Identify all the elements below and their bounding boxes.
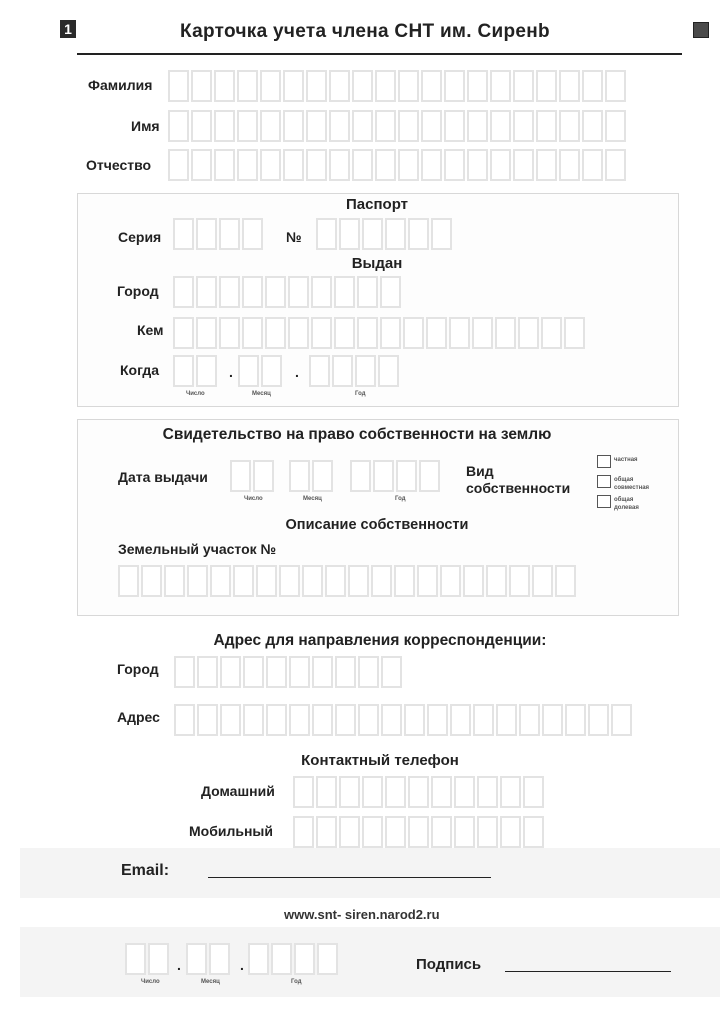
passport-number-field[interactable] bbox=[316, 218, 452, 250]
passport-series-field[interactable] bbox=[173, 218, 263, 250]
char-cell[interactable] bbox=[378, 355, 399, 387]
char-cell[interactable] bbox=[467, 70, 488, 102]
date-separator-dot: . bbox=[240, 957, 244, 973]
char-cell[interactable] bbox=[362, 816, 383, 848]
char-cell[interactable] bbox=[357, 276, 378, 308]
char-cell[interactable] bbox=[431, 816, 452, 848]
char-cell[interactable] bbox=[355, 355, 376, 387]
char-cell[interactable] bbox=[293, 816, 314, 848]
patronymic-label: Отчество bbox=[86, 157, 152, 173]
char-cell[interactable] bbox=[209, 943, 230, 975]
page-title: Карточка учета члена СНТ им. Сиренb bbox=[180, 21, 550, 42]
char-cell[interactable] bbox=[421, 149, 442, 181]
char-cell[interactable] bbox=[421, 70, 442, 102]
char-cell[interactable] bbox=[385, 816, 406, 848]
char-cell[interactable] bbox=[358, 704, 379, 736]
char-cell[interactable] bbox=[168, 110, 189, 142]
char-cell[interactable] bbox=[523, 816, 544, 848]
char-cell[interactable] bbox=[559, 110, 580, 142]
char-cell[interactable] bbox=[362, 776, 383, 808]
char-cell[interactable] bbox=[334, 276, 355, 308]
char-cell[interactable] bbox=[316, 218, 337, 250]
char-cell[interactable] bbox=[381, 656, 402, 688]
home-phone-field[interactable] bbox=[293, 776, 544, 808]
ownership-shared-label: общая долевая bbox=[614, 497, 639, 511]
char-cell[interactable] bbox=[419, 460, 440, 492]
char-cell[interactable] bbox=[311, 276, 332, 308]
patronymic-field[interactable] bbox=[168, 149, 626, 181]
month-caption: Месяц bbox=[252, 391, 271, 397]
ownership-joint-label: общая совместная bbox=[614, 477, 650, 491]
char-cell[interactable] bbox=[334, 317, 355, 349]
address-field[interactable] bbox=[174, 704, 632, 736]
description-title: Описание собственности bbox=[285, 517, 469, 533]
char-cell[interactable] bbox=[260, 110, 281, 142]
char-cell[interactable] bbox=[605, 70, 626, 102]
char-cell[interactable] bbox=[173, 355, 194, 387]
email-label: Email: bbox=[121, 862, 170, 879]
char-cell[interactable] bbox=[191, 70, 212, 102]
char-cell[interactable] bbox=[230, 460, 251, 492]
ownership-private-checkbox[interactable] bbox=[597, 455, 611, 468]
char-cell[interactable] bbox=[352, 70, 373, 102]
char-cell[interactable] bbox=[431, 218, 452, 250]
char-cell[interactable] bbox=[196, 355, 217, 387]
char-cell[interactable] bbox=[523, 776, 544, 808]
char-cell[interactable] bbox=[219, 218, 240, 250]
char-cell[interactable] bbox=[588, 704, 609, 736]
char-cell[interactable] bbox=[582, 70, 603, 102]
char-cell[interactable] bbox=[243, 656, 264, 688]
char-cell[interactable] bbox=[293, 776, 314, 808]
char-cell[interactable] bbox=[237, 70, 258, 102]
char-cell[interactable] bbox=[214, 149, 235, 181]
certificate-month-field[interactable] bbox=[289, 460, 333, 492]
char-cell[interactable] bbox=[294, 943, 315, 975]
char-cell[interactable] bbox=[316, 816, 337, 848]
plot-number-label: Земельный участок № bbox=[118, 541, 277, 557]
char-cell[interactable] bbox=[187, 565, 208, 597]
char-cell[interactable] bbox=[191, 110, 212, 142]
char-cell[interactable] bbox=[532, 565, 553, 597]
char-cell[interactable] bbox=[555, 565, 576, 597]
passport-year-field[interactable] bbox=[309, 355, 399, 387]
ownership-shared-checkbox[interactable] bbox=[597, 495, 611, 508]
char-cell[interactable] bbox=[283, 149, 304, 181]
char-cell[interactable] bbox=[385, 218, 406, 250]
char-cell[interactable] bbox=[260, 149, 281, 181]
char-cell[interactable] bbox=[421, 110, 442, 142]
year-caption: Год bbox=[355, 391, 366, 397]
char-cell[interactable] bbox=[219, 276, 240, 308]
char-cell[interactable] bbox=[253, 460, 274, 492]
char-cell[interactable] bbox=[237, 110, 258, 142]
ownership-joint-checkbox[interactable] bbox=[597, 475, 611, 488]
char-cell[interactable] bbox=[279, 565, 300, 597]
registration-mark-top-right bbox=[693, 22, 709, 38]
passport-number-label: № bbox=[286, 229, 302, 245]
surname-field[interactable] bbox=[168, 70, 626, 102]
char-cell[interactable] bbox=[168, 70, 189, 102]
char-cell[interactable] bbox=[611, 704, 632, 736]
char-cell[interactable] bbox=[417, 565, 438, 597]
char-cell[interactable] bbox=[283, 70, 304, 102]
char-cell[interactable] bbox=[312, 460, 333, 492]
char-cell[interactable] bbox=[358, 656, 379, 688]
address-city-field[interactable] bbox=[174, 656, 402, 688]
char-cell[interactable] bbox=[426, 317, 447, 349]
char-cell[interactable] bbox=[317, 943, 338, 975]
char-cell[interactable] bbox=[118, 565, 139, 597]
char-cell[interactable] bbox=[306, 149, 327, 181]
day-caption: Число bbox=[244, 496, 263, 502]
char-cell[interactable] bbox=[242, 218, 263, 250]
month-caption: Месяц bbox=[303, 496, 322, 502]
char-cell[interactable] bbox=[408, 816, 429, 848]
char-cell[interactable] bbox=[289, 460, 310, 492]
char-cell[interactable] bbox=[513, 70, 534, 102]
char-cell[interactable] bbox=[260, 70, 281, 102]
char-cell[interactable] bbox=[289, 656, 310, 688]
char-cell[interactable] bbox=[312, 656, 333, 688]
char-cell[interactable] bbox=[408, 776, 429, 808]
char-cell[interactable] bbox=[500, 776, 521, 808]
char-cell[interactable] bbox=[536, 110, 557, 142]
passport-issuer-label: Кем bbox=[137, 322, 164, 338]
char-cell[interactable] bbox=[339, 776, 360, 808]
char-cell[interactable] bbox=[440, 565, 461, 597]
char-cell[interactable] bbox=[214, 70, 235, 102]
char-cell[interactable] bbox=[582, 110, 603, 142]
day-caption: Число bbox=[186, 391, 205, 397]
char-cell[interactable] bbox=[380, 317, 401, 349]
char-cell[interactable] bbox=[362, 218, 383, 250]
char-cell[interactable] bbox=[490, 149, 511, 181]
char-cell[interactable] bbox=[380, 276, 401, 308]
char-cell[interactable] bbox=[289, 704, 310, 736]
char-cell[interactable] bbox=[242, 276, 263, 308]
month-caption: Месяц bbox=[201, 979, 220, 985]
char-cell[interactable] bbox=[518, 317, 539, 349]
char-cell[interactable] bbox=[371, 565, 392, 597]
char-cell[interactable] bbox=[237, 149, 258, 181]
char-cell[interactable] bbox=[444, 70, 465, 102]
char-cell[interactable] bbox=[141, 565, 162, 597]
ownership-private-label: частная bbox=[614, 457, 638, 463]
char-cell[interactable] bbox=[477, 816, 498, 848]
char-cell[interactable] bbox=[309, 355, 330, 387]
char-cell[interactable] bbox=[256, 565, 277, 597]
char-cell[interactable] bbox=[467, 149, 488, 181]
char-cell[interactable] bbox=[233, 565, 254, 597]
char-cell[interactable] bbox=[536, 149, 557, 181]
passport-series-label: Серия bbox=[118, 229, 162, 245]
char-cell[interactable] bbox=[311, 317, 332, 349]
char-cell[interactable] bbox=[125, 943, 146, 975]
char-cell[interactable] bbox=[490, 70, 511, 102]
ownership-label-line1: Вид bbox=[466, 463, 494, 479]
passport-day-field[interactable] bbox=[173, 355, 217, 387]
char-cell[interactable] bbox=[265, 317, 286, 349]
year-caption: Год bbox=[291, 979, 302, 985]
char-cell[interactable] bbox=[564, 317, 585, 349]
char-cell[interactable] bbox=[302, 565, 323, 597]
char-cell[interactable] bbox=[266, 704, 287, 736]
day-caption: Число bbox=[141, 979, 160, 985]
char-cell[interactable] bbox=[444, 110, 465, 142]
char-cell[interactable] bbox=[238, 355, 259, 387]
char-cell[interactable] bbox=[329, 110, 350, 142]
passport-date-label: Когда bbox=[120, 362, 160, 378]
mobile-phone-label: Мобильный bbox=[189, 823, 273, 839]
char-cell[interactable] bbox=[473, 704, 494, 736]
char-cell[interactable] bbox=[513, 149, 534, 181]
signature-line[interactable] bbox=[505, 971, 671, 972]
char-cell[interactable] bbox=[335, 656, 356, 688]
char-cell[interactable] bbox=[283, 110, 304, 142]
char-cell[interactable] bbox=[196, 317, 217, 349]
char-cell[interactable] bbox=[398, 149, 419, 181]
char-cell[interactable] bbox=[266, 656, 287, 688]
char-cell[interactable] bbox=[477, 776, 498, 808]
char-cell[interactable] bbox=[605, 149, 626, 181]
char-cell[interactable] bbox=[403, 317, 424, 349]
char-cell[interactable] bbox=[559, 70, 580, 102]
char-cell[interactable] bbox=[316, 776, 337, 808]
char-cell[interactable] bbox=[454, 816, 475, 848]
char-cell[interactable] bbox=[496, 704, 517, 736]
signature-year-field[interactable] bbox=[248, 943, 338, 975]
char-cell[interactable] bbox=[312, 704, 333, 736]
char-cell[interactable] bbox=[220, 704, 241, 736]
signature-month-field[interactable] bbox=[186, 943, 230, 975]
char-cell[interactable] bbox=[174, 656, 195, 688]
char-cell[interactable] bbox=[196, 218, 217, 250]
char-cell[interactable] bbox=[329, 70, 350, 102]
title-rule bbox=[77, 53, 682, 55]
char-cell[interactable] bbox=[467, 110, 488, 142]
char-cell[interactable] bbox=[463, 565, 484, 597]
char-cell[interactable] bbox=[495, 317, 516, 349]
name-label: Имя bbox=[131, 118, 160, 134]
char-cell[interactable] bbox=[357, 317, 378, 349]
char-cell[interactable] bbox=[500, 816, 521, 848]
char-cell[interactable] bbox=[164, 565, 185, 597]
char-cell[interactable] bbox=[350, 460, 371, 492]
char-cell[interactable] bbox=[219, 317, 240, 349]
char-cell[interactable] bbox=[404, 704, 425, 736]
char-cell[interactable] bbox=[288, 276, 309, 308]
char-cell[interactable] bbox=[196, 276, 217, 308]
date-separator-dot: . bbox=[177, 957, 181, 973]
char-cell[interactable] bbox=[444, 149, 465, 181]
char-cell[interactable] bbox=[173, 317, 194, 349]
certificate-title: Свидетельство на право собственности на землю bbox=[162, 426, 552, 443]
char-cell[interactable] bbox=[375, 70, 396, 102]
char-cell[interactable] bbox=[186, 943, 207, 975]
char-cell[interactable] bbox=[248, 943, 269, 975]
char-cell[interactable] bbox=[173, 276, 194, 308]
surname-label: Фамилия bbox=[88, 77, 153, 93]
issue-date-label: Дата выдачи bbox=[118, 469, 208, 485]
address-label: Адрес bbox=[117, 709, 160, 725]
char-cell[interactable] bbox=[394, 565, 415, 597]
char-cell[interactable] bbox=[220, 656, 241, 688]
char-cell[interactable] bbox=[214, 110, 235, 142]
char-cell[interactable] bbox=[396, 460, 417, 492]
char-cell[interactable] bbox=[398, 110, 419, 142]
char-cell[interactable] bbox=[450, 704, 471, 736]
char-cell[interactable] bbox=[536, 70, 557, 102]
char-cell[interactable] bbox=[174, 704, 195, 736]
char-cell[interactable] bbox=[486, 565, 507, 597]
home-phone-label: Домашний bbox=[201, 783, 275, 799]
char-cell[interactable] bbox=[375, 149, 396, 181]
email-field[interactable] bbox=[208, 877, 491, 878]
char-cell[interactable] bbox=[242, 317, 263, 349]
char-cell[interactable] bbox=[148, 943, 169, 975]
char-cell[interactable] bbox=[513, 110, 534, 142]
char-cell[interactable] bbox=[431, 776, 452, 808]
char-cell[interactable] bbox=[375, 110, 396, 142]
char-cell[interactable] bbox=[261, 355, 282, 387]
char-cell[interactable] bbox=[559, 149, 580, 181]
char-cell[interactable] bbox=[472, 317, 493, 349]
char-cell[interactable] bbox=[243, 704, 264, 736]
char-cell[interactable] bbox=[348, 565, 369, 597]
char-cell[interactable] bbox=[288, 317, 309, 349]
char-cell[interactable] bbox=[398, 70, 419, 102]
char-cell[interactable] bbox=[265, 276, 286, 308]
char-cell[interactable] bbox=[197, 704, 218, 736]
phone-title: Контактный телефон bbox=[301, 752, 459, 769]
certificate-year-field[interactable] bbox=[350, 460, 440, 492]
char-cell[interactable] bbox=[605, 110, 626, 142]
passport-city-label: Город bbox=[117, 283, 159, 299]
name-field[interactable] bbox=[168, 110, 626, 142]
plot-number-field[interactable] bbox=[118, 565, 576, 597]
char-cell[interactable] bbox=[325, 565, 346, 597]
char-cell[interactable] bbox=[427, 704, 448, 736]
char-cell[interactable] bbox=[168, 149, 189, 181]
signature-label: Подпись bbox=[416, 956, 482, 973]
mobile-phone-field[interactable] bbox=[293, 816, 544, 848]
char-cell[interactable] bbox=[335, 704, 356, 736]
char-cell[interactable] bbox=[191, 149, 212, 181]
date-separator-dot: . bbox=[295, 364, 299, 380]
char-cell[interactable] bbox=[449, 317, 470, 349]
char-cell[interactable] bbox=[173, 218, 194, 250]
passport-month-field[interactable] bbox=[238, 355, 282, 387]
page-number-badge: 1 bbox=[60, 20, 76, 38]
passport-issuer-field[interactable] bbox=[173, 317, 585, 349]
char-cell[interactable] bbox=[352, 149, 373, 181]
date-separator-dot: . bbox=[229, 364, 233, 380]
char-cell[interactable] bbox=[197, 656, 218, 688]
char-cell[interactable] bbox=[339, 218, 360, 250]
certificate-day-field[interactable] bbox=[230, 460, 274, 492]
signature-day-field[interactable] bbox=[125, 943, 169, 975]
char-cell[interactable] bbox=[454, 776, 475, 808]
char-cell[interactable] bbox=[329, 149, 350, 181]
char-cell[interactable] bbox=[565, 704, 586, 736]
char-cell[interactable] bbox=[352, 110, 373, 142]
char-cell[interactable] bbox=[373, 460, 394, 492]
char-cell[interactable] bbox=[541, 317, 562, 349]
year-caption: Год bbox=[395, 496, 406, 502]
char-cell[interactable] bbox=[408, 218, 429, 250]
passport-city-field[interactable] bbox=[173, 276, 401, 308]
char-cell[interactable] bbox=[210, 565, 231, 597]
issued-title: Выдан bbox=[351, 255, 403, 272]
char-cell[interactable] bbox=[381, 704, 402, 736]
char-cell[interactable] bbox=[306, 70, 327, 102]
char-cell[interactable] bbox=[582, 149, 603, 181]
char-cell[interactable] bbox=[519, 704, 540, 736]
address-city-label: Город bbox=[117, 661, 159, 677]
char-cell[interactable] bbox=[271, 943, 292, 975]
website-text: www.snt- siren.narod2.ru bbox=[284, 907, 440, 922]
char-cell[interactable] bbox=[339, 816, 360, 848]
char-cell[interactable] bbox=[306, 110, 327, 142]
char-cell[interactable] bbox=[509, 565, 530, 597]
char-cell[interactable] bbox=[542, 704, 563, 736]
char-cell[interactable] bbox=[385, 776, 406, 808]
char-cell[interactable] bbox=[332, 355, 353, 387]
ownership-label-line2: собственности bbox=[466, 480, 571, 496]
address-title: Адрес для направления корреспонденции: bbox=[213, 632, 547, 649]
passport-title: Паспорт bbox=[346, 196, 408, 213]
char-cell[interactable] bbox=[490, 110, 511, 142]
